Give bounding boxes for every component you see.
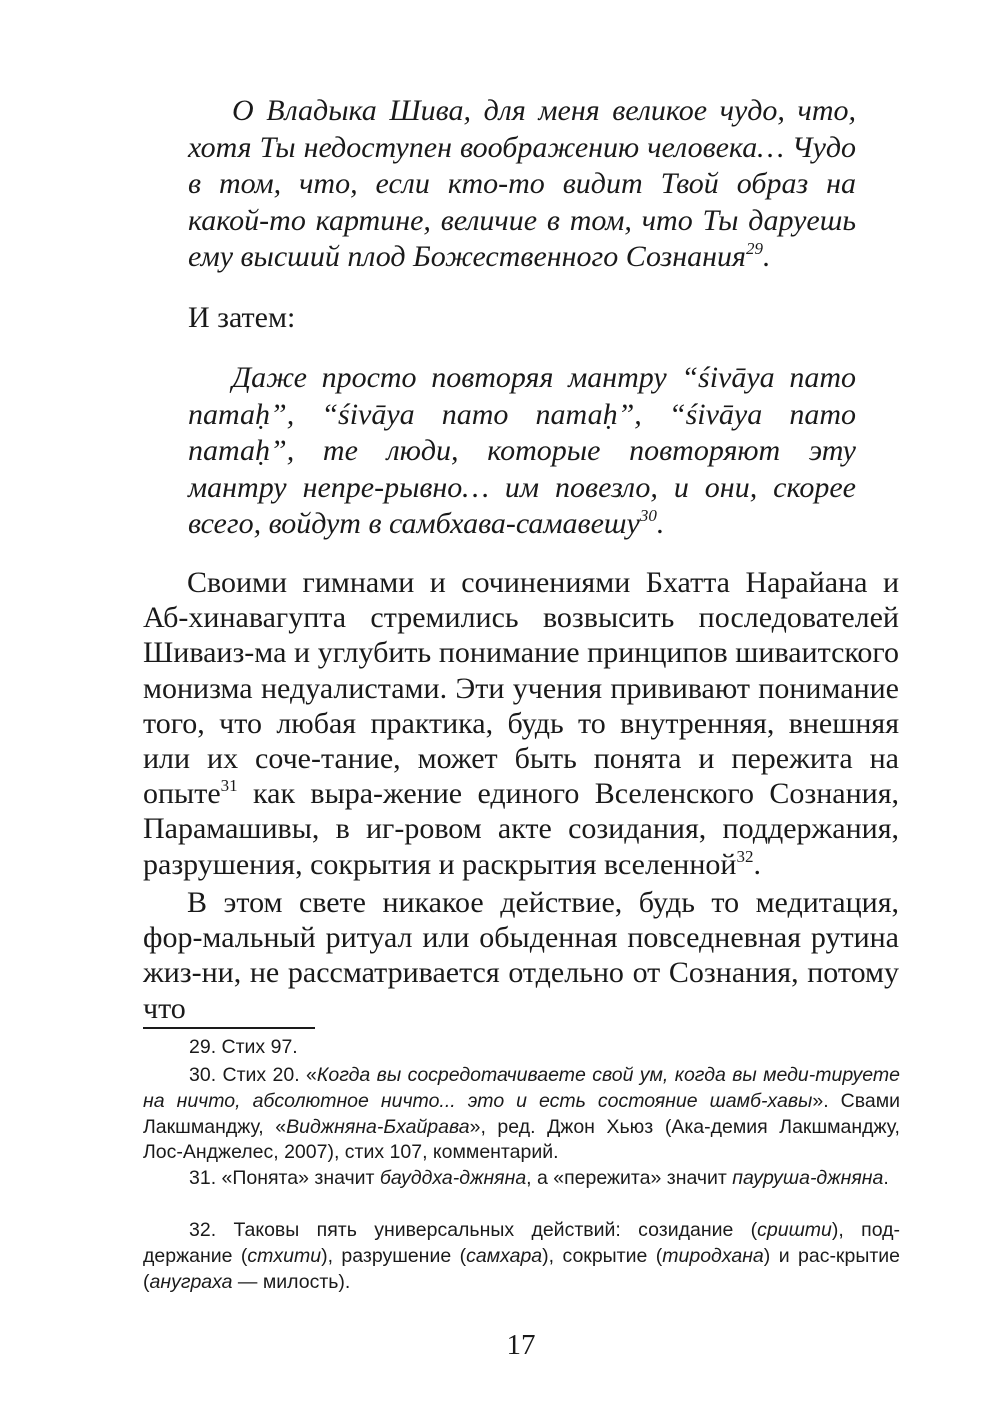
footnote-ref-32: 32: [736, 846, 754, 866]
para2-text: В этом свете никакое действие, будь то медитация, фор-мальный ритуал или обыденная повседневная рутина жиз-ни, не рассматривается отдельно от Сознания, потому что: [143, 886, 899, 1025]
intro-line: И затем:: [188, 301, 296, 334]
footnote-32-term-2: стхити: [247, 1244, 322, 1267]
footnote-32: [143, 1218, 900, 1295]
footnote-32-text-3: ), сокрытие (: [542, 1244, 663, 1267]
page-number: 17: [506, 1329, 536, 1361]
footnote-32-text-5: — милость).: [232, 1270, 351, 1293]
footnote-30-suffix: », ред. Джон Хьюз (Ака-демия Лакшманджу, Лос-Анджелес, 2007), стих 107, комментарий.: [143, 1115, 900, 1164]
footnote-ref-30: 30: [639, 506, 657, 525]
para1-part1: Своими гимнами и сочинениями Бхатта Нарайана и Аб-хинавагупта стремились возвысить последователей Шиваиз-ма и углубить понимание принципов шиваитского монизма недуалистами. Эти учения прививают понимание того, что любая практика, будь то внутренняя, внешняя или их соче-тание, может быть понята и пережита на опыте: [143, 566, 899, 811]
footnote-32-prefix: 32. Таковы пять универсальных действий: созидание (: [189, 1219, 758, 1241]
quote2-text: Даже просто повторяя мантру “śivāya пато патаḥ”, “śivāya пато патаḥ”, “śivāya пато патаḥ”, те люди, которые повторяют эту мантру непре-рывно… им повезло, и они, скорее всего, войдут в самбхава-самавешу: [188, 361, 856, 540]
footnote-32-term-1: сришти: [757, 1219, 832, 1241]
footnote-31: [143, 1166, 900, 1192]
block-quote-shiva-wonder: [188, 93, 856, 276]
footnote-31-suffix: .: [883, 1167, 889, 1189]
body-paragraph-2: [143, 885, 899, 1026]
footnote-31-mid: , а «пережита» значит: [526, 1167, 733, 1189]
para1-part2: как выра-жение единого Вселенского Сознания, Парамашивы, в иг-ровом акте созидания, поддержания, разрушения, сокрытия и раскрытия вселенной: [143, 777, 899, 881]
footnote-32-text-1: ), под-держание (: [143, 1219, 900, 1267]
footnote-30-quote: Когда вы сосредотачиваете свой ум, когда вы меди-тируете на ничто, абсолютное ничто... это и есть состояние шамб-хавы: [143, 1064, 900, 1112]
quote1-text: О Владыка Шива, для меня великое чудо, что, хотя Ты недоступен воображению человека… Чудо в том, что, если кто-то видит Твой образ на какой-то картине, величие в том, что Ты даруешь ему высший плод Божественного Сознания: [188, 94, 856, 273]
footnote-ref-29: 29: [745, 239, 763, 258]
footnote-separator: [143, 1027, 315, 1029]
footnote-31-term-1: бауддха-джняна: [379, 1167, 527, 1189]
footnote-32-term-4: тиродхана: [662, 1244, 764, 1267]
footnote-30-book-title: Виджняна-Бхайрава: [286, 1115, 470, 1138]
body-paragraph-1: [143, 565, 899, 882]
para1-end: .: [753, 847, 761, 881]
footnote-30-mid: ». Свами Лакшманджу, «: [143, 1089, 900, 1138]
footnote-29: [143, 1035, 900, 1061]
footnote-32-text-4: ) и рас-крытие (: [143, 1244, 900, 1293]
footnote-32-text-2: ), разрушение (: [321, 1244, 467, 1267]
footnote-30-prefix: 30. Стих 20. «: [189, 1064, 317, 1086]
footnote-31-term-2: паурушa-джняна: [732, 1167, 884, 1189]
quote2-end: .: [656, 507, 665, 540]
footnote-32-term-5: ануграха: [149, 1270, 233, 1293]
quote1-end: .: [762, 240, 771, 273]
footnote-30: [143, 1063, 900, 1166]
footnote-ref-31: 31: [220, 776, 238, 796]
footnote-31-prefix: 31. «Понята» значит: [189, 1167, 380, 1189]
footnote-29-text: 29. Стих 97.: [189, 1036, 298, 1058]
block-quote-mantra: [188, 360, 856, 543]
footnote-32-term-3: самхара: [466, 1244, 543, 1267]
